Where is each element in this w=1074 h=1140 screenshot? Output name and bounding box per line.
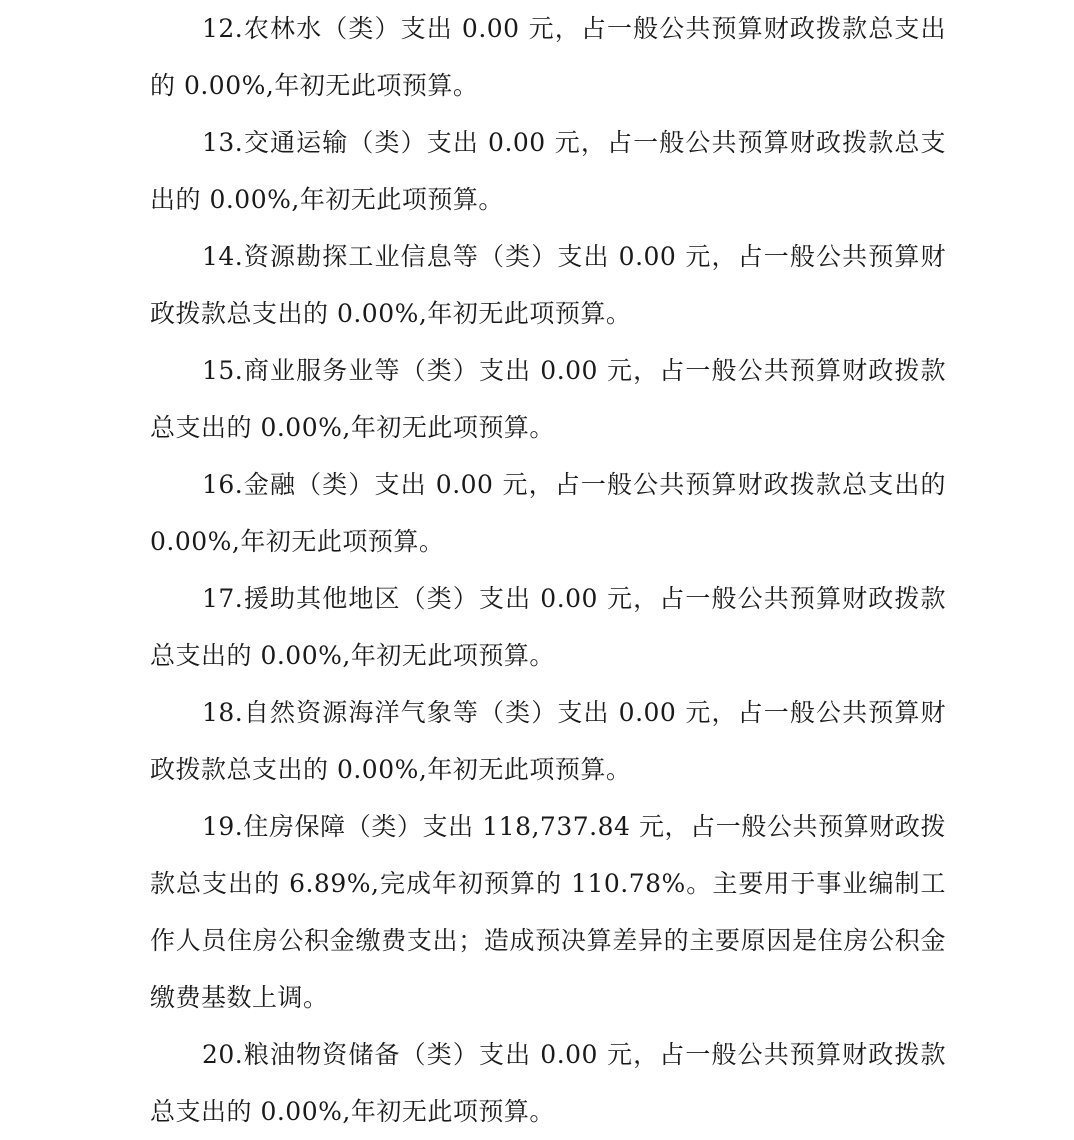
paragraph-item-16: 16.金融（类）支出 0.00 元，占一般公共预算财政拨款总支出的 0.00%,年初无此项预算。 <box>150 470 946 556</box>
paragraph-item-20: 20.粮油物资储备（类）支出 0.00 元，占一般公共预算财政拨款总支出的 0.00%,年初无此项预算。 <box>150 1040 946 1126</box>
paragraph-item-18: 18.自然资源海洋气象等（类）支出 0.00 元，占一般公共预算财政拨款总支出的 0.00%,年初无此项预算。 <box>150 698 946 784</box>
paragraph-item-15: 15.商业服务业等（类）支出 0.00 元，占一般公共预算财政拨款总支出的 0.00%,年初无此项预算。 <box>150 356 946 442</box>
paragraph-item-13: 13.交通运输（类）支出 0.00 元，占一般公共预算财政拨款总支出的 0.00%,年初无此项预算。 <box>150 128 946 214</box>
paragraph-item-17: 17.援助其他地区（类）支出 0.00 元，占一般公共预算财政拨款总支出的 0.00%,年初无此项预算。 <box>150 584 946 670</box>
paragraph-item-14: 14.资源勘探工业信息等（类）支出 0.00 元，占一般公共预算财政拨款总支出的 0.00%,年初无此项预算。 <box>150 242 946 328</box>
paragraph-item-12: 12.农林水（类）支出 0.00 元，占一般公共预算财政拨款总支出的 0.00%,年初无此项预算。 <box>150 14 946 100</box>
paragraph-item-19: 19.住房保障（类）支出 118,737.84 元，占一般公共预算财政拨款总支出的 6.89%,完成年初预算的 110.78%。主要用于事业编制工作人员住房公积金缴费支出；造成预决算差异的主要原因是住房公积金缴费基数上调。 <box>150 812 946 1012</box>
document-page <box>150 0 946 1140</box>
